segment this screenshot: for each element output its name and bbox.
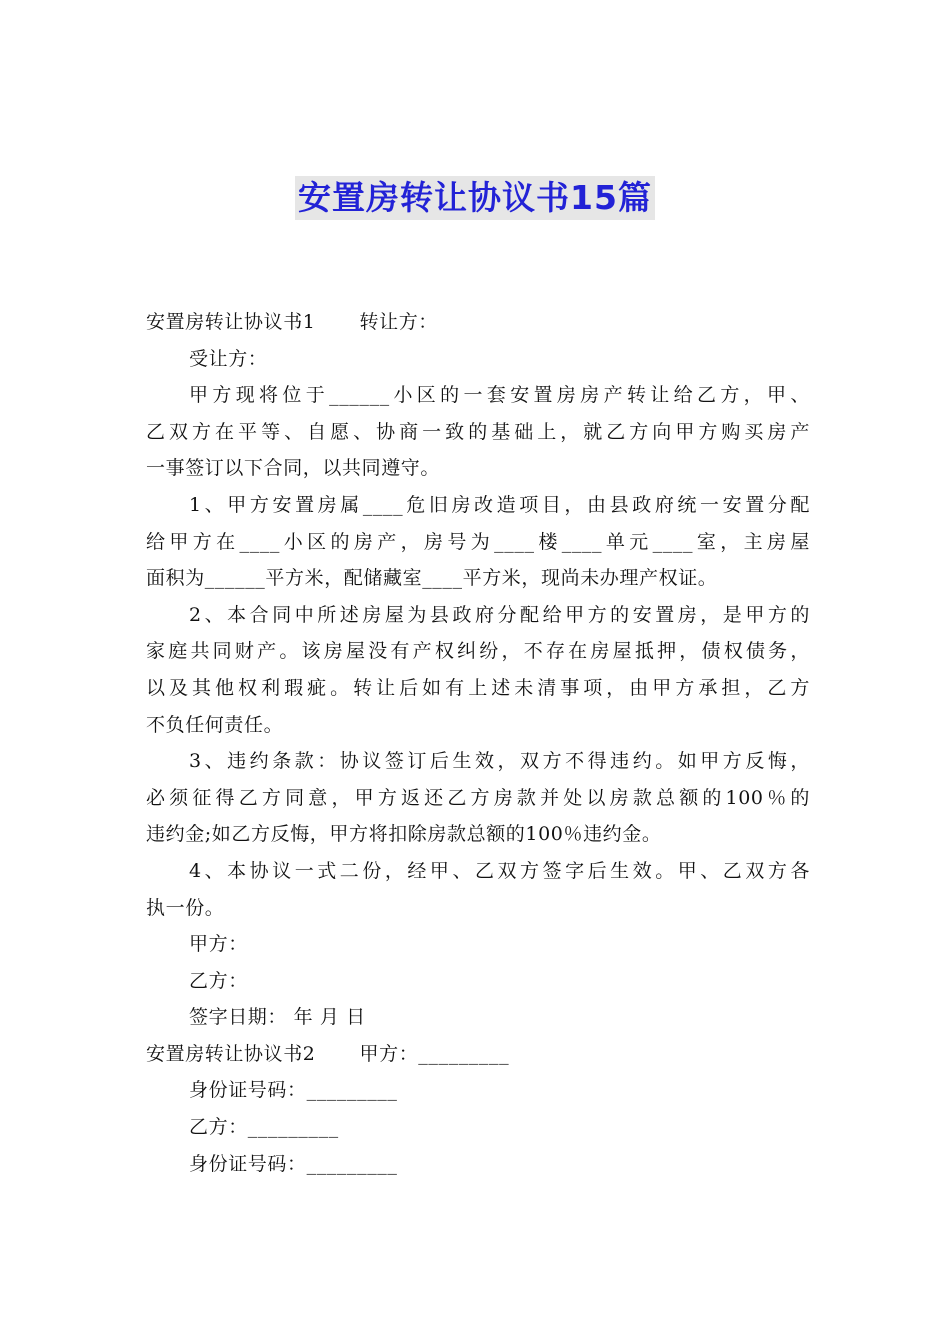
clause-4-line: 执一份。 [146, 896, 225, 919]
clause-4-line: 4、本协议一式二份，经甲、乙双方签字后生效。甲、乙双方各 [189, 859, 810, 882]
section-title: 安置房转让协议书1 [146, 311, 316, 333]
transferee-label: 受让方： [189, 347, 268, 370]
clause-2-line: 不负任何责任。 [146, 713, 284, 736]
clause-2-line: 以及其他权利瑕疵。转让后如有上述未清事项，由甲方承担，乙方 [146, 676, 810, 699]
clause-2-line: 家庭共同财产。该房屋没有产权纠纷，不存在房屋抵押，债权债务， [146, 640, 810, 663]
document-body [146, 304, 810, 1182]
clause-1-line: 1、甲方安置房属____危旧房改造项目，由县政府统一安置分配 [189, 493, 810, 516]
party-a-signature: 甲方： [189, 933, 248, 956]
paragraph-line: 甲方现将位于______小区的一套安置房房产转让给乙方，甲、 [189, 384, 810, 407]
id-number-field: 身份证号码：_________ [189, 1152, 398, 1175]
section-title: 安置房转让协议书2 [146, 1042, 316, 1065]
document-title: 安置房转让协议书15篇 [295, 176, 655, 220]
transferor-label: 转让方： [359, 311, 438, 333]
section-header-1 [146, 304, 810, 341]
clause-3-line: 3、违约条款：协议签订后生效，双方不得违约。如甲方反悔， [189, 750, 810, 773]
party-b-signature: 乙方： [189, 969, 248, 992]
section-header-2 [146, 1036, 810, 1073]
clause-2-line: 2、本合同中所述房屋为县政府分配给甲方的安置房，是甲方的 [189, 603, 810, 626]
clause-1-line: 面积为______平方米，配储藏室____平方米，现尚未办理产权证。 [146, 567, 718, 590]
signing-date: 签字日期： 年 月 日 [189, 1006, 366, 1029]
party-a-label: 甲方：_________ [359, 1042, 510, 1065]
party-b-label: 乙方：_________ [189, 1116, 339, 1139]
id-number-field: 身份证号码：_________ [189, 1079, 398, 1102]
clause-3-line: 违约金;如乙方反悔，甲方将扣除房款总额的100％违约金。 [146, 823, 662, 846]
paragraph-line: 一事签订以下合同，以共同遵守。 [146, 457, 441, 480]
clause-3-line: 必须征得乙方同意，甲方返还乙方房款并处以房款总额的100％的 [146, 786, 810, 809]
clause-1-line: 给甲方在____小区的房产，房号为____楼____单元____室，主房屋 [146, 530, 810, 553]
paragraph-line: 乙双方在平等、自愿、协商一致的基础上，就乙方向甲方购买房产 [146, 420, 810, 443]
title-container [0, 176, 950, 220]
